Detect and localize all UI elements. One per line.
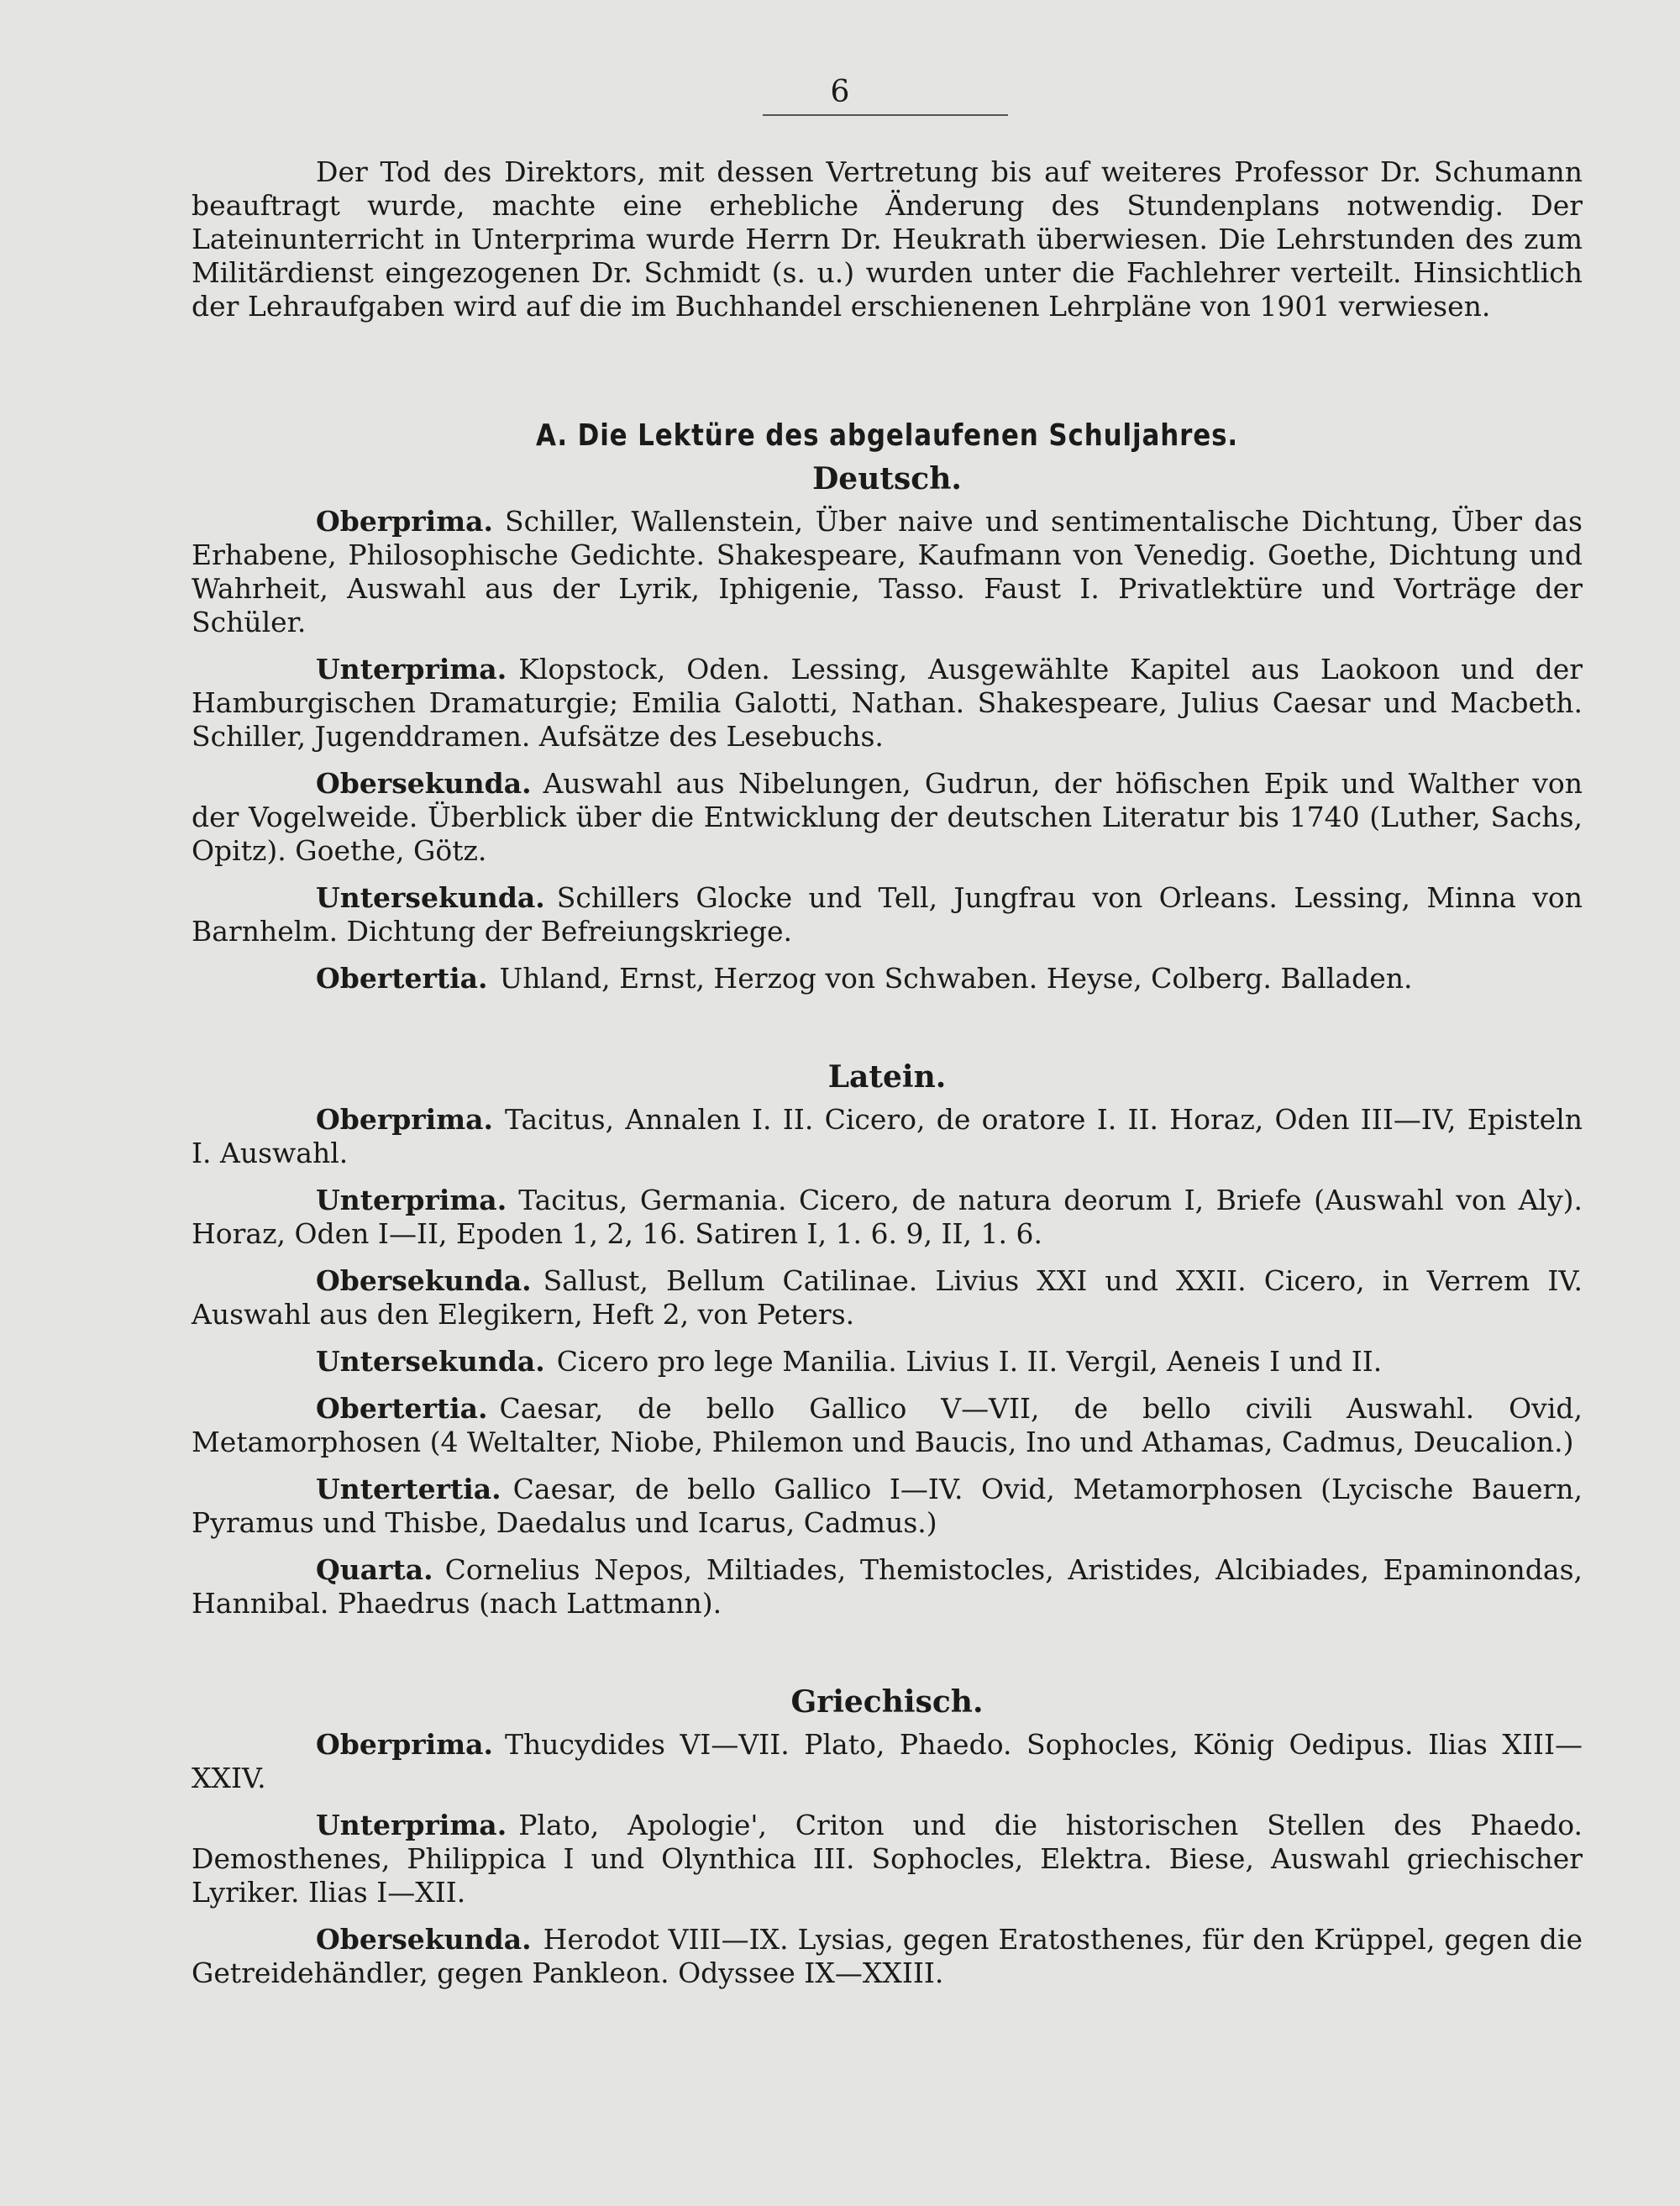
intro-paragraph: Der Tod des Direktors, mit dessen Vertretung bis auf weiteres Professor Dr. Schumann beauftragt wurde, machte eine erhebliche Änderung des Stundenplans notwendig. Der Lateinunterricht in Unterprima wurde Herrn Dr. Heukrath überwiesen. Die Lehrstunden des zum Militärdienst eingezogenen Dr. Schmidt (s. u.) wurden unter die Fachlehrer verteilt. Hinsichtlich der Lehraufgaben wird auf die im Buchhandel erschienenen Lehrpläne von 1901 verwiesen.: [192, 155, 1583, 323]
class-label: Untertertia.: [316, 1473, 501, 1505]
class-label: Obertertia.: [316, 1392, 488, 1425]
class-label: Obersekunda.: [316, 1923, 532, 1956]
header-rule: [763, 114, 1008, 116]
entry-text: Thucydides VI—VII. Plato, Phaedo. Sophocles, König Oedipus. Ilias XIII—XXIV.: [192, 1728, 1583, 1794]
class-label: Quarta.: [316, 1553, 433, 1586]
reading-entry: [192, 767, 1583, 868]
entry-text: Herodot VIII—IX. Lysias, gegen Eratosthenes, für den Krüppel, gegen die Getreidehändler, gegen Pankleon. Odyssee IX—XXIII.: [192, 1923, 1583, 1989]
entry-text: Schillers Glocke und Tell, Jungfrau von Orleans. Lessing, Minna von Barnhelm. Dichtung der Befreiungskriege.: [192, 881, 1583, 948]
subject-heading: Griechisch.: [790, 1684, 984, 1720]
entry-text: Auswahl aus Nibelungen, Gudrun, der höfischen Epik und Walther von der Vogelweide. Überblick über die Entwicklung der deutschen Literatur bis 1740 (Luther, Sachs, Opitz). Goethe, Götz.: [192, 767, 1583, 867]
entry-text: Cornelius Nepos, Miltiades, Themistocles, Aristides, Alcibiades, Epaminondas, Hannibal. Phaedrus (nach Lattmann).: [192, 1553, 1583, 1620]
reading-entry: [192, 1264, 1583, 1331]
entry-text: Klopstock, Oden. Lessing, Ausgewählte Kapitel aus Laokoon und der Hamburgischen Dramaturgie; Emilia Galotti, Nathan. Shakespeare, Julius Caesar und Macbeth. Schiller, Jugenddramen. Aufsätze des Lesebuchs.: [192, 653, 1583, 753]
class-label: Obersekunda.: [316, 1264, 532, 1297]
reading-entry: [192, 653, 1583, 754]
class-label: Oberprima.: [316, 1728, 493, 1761]
entry-text: Caesar, de bello Gallico I—IV. Ovid, Metamorphosen (Lycische Bauern, Pyramus und Thisbe, Daedalus und Icarus, Cadmus.): [192, 1473, 1583, 1539]
entry-text: Cicero pro lege Manilia. Livius I. II. Vergil, Aeneis I und II.: [556, 1345, 1383, 1378]
class-label: Oberprima.: [316, 1103, 493, 1136]
subject-section-latein: [192, 1059, 1583, 1620]
subject-section-deutsch: [192, 461, 1583, 995]
reading-entry: [192, 1728, 1583, 1795]
reading-entry: [192, 1923, 1583, 1990]
entry-text: Plato, Apologie', Criton und die historischen Stellen des Phaedo. Demosthenes, Philippica I und Olynthica III. Sophocles, Elektra. Biese, Auswahl griechischer Lyriker. Ilias I—XII.: [192, 1809, 1583, 1909]
class-label: Oberprima.: [316, 505, 493, 538]
class-label: Unterprima.: [316, 1184, 507, 1216]
reading-entry: [192, 1345, 1583, 1379]
section-title: A. Die Lektüre des abgelaufenen Schuljahres.: [535, 418, 1239, 453]
class-label: Untersekunda.: [316, 1345, 545, 1378]
entry-text: Sallust, Bellum Catilinae. Livius XXI und XXII. Cicero, in Verrem IV. Auswahl aus den Elegikern, Heft 2, von Peters.: [192, 1264, 1583, 1331]
reading-entry: [192, 881, 1583, 948]
class-label: Untersekunda.: [316, 881, 545, 914]
reading-entry: [192, 1184, 1583, 1251]
class-label: Obersekunda.: [316, 767, 532, 800]
subject-heading: Deutsch.: [812, 461, 962, 496]
subject-heading: Latein.: [827, 1059, 947, 1095]
class-label: Unterprima.: [316, 653, 507, 685]
entry-text: Caesar, de bello Gallico V—VII, de bello civili Auswahl. Ovid, Metamorphosen (4 Weltalter, Niobe, Philemon und Baucis, Ino und Athamas, Cadmus, Deucalion.): [192, 1392, 1583, 1458]
page-number: 6: [830, 75, 850, 109]
subject-section-griechisch: [192, 1684, 1583, 1990]
reading-entry: [192, 505, 1583, 639]
reading-entry: [192, 1103, 1583, 1170]
reading-entry: [192, 1392, 1583, 1459]
entry-text: Tacitus, Germania. Cicero, de natura deorum I, Briefe (Auswahl von Aly). Horaz, Oden I—II, Epoden 1, 2, 16. Satiren I, 1. 6. 9, II, 1. 6.: [192, 1184, 1583, 1250]
class-label: Obertertia.: [316, 962, 488, 995]
reading-entry: [192, 962, 1583, 995]
reading-entry: [192, 1473, 1583, 1540]
class-label: Unterprima.: [316, 1809, 507, 1841]
entry-text: Uhland, Ernst, Herzog von Schwaben. Heyse, Colberg. Balladen.: [499, 962, 1413, 995]
reading-entry: [192, 1553, 1583, 1620]
page-content: [192, 155, 1583, 2004]
entry-text: Tacitus, Annalen I. II. Cicero, de oratore I. II. Horaz, Oden III—IV, Episteln I. Auswahl.: [192, 1103, 1583, 1169]
entry-text: Schiller, Wallenstein, Über naive und sentimentalische Dichtung, Über das Erhabene, Philosophische Gedichte. Shakespeare, Kaufmann von Venedig. Goethe, Dichtung und Wahrheit, Auswahl aus der Lyrik, Iphigenie, Tasso. Faust I. Privatlektüre und Vorträge der Schüler.: [192, 505, 1583, 638]
reading-entry: [192, 1809, 1583, 1909]
